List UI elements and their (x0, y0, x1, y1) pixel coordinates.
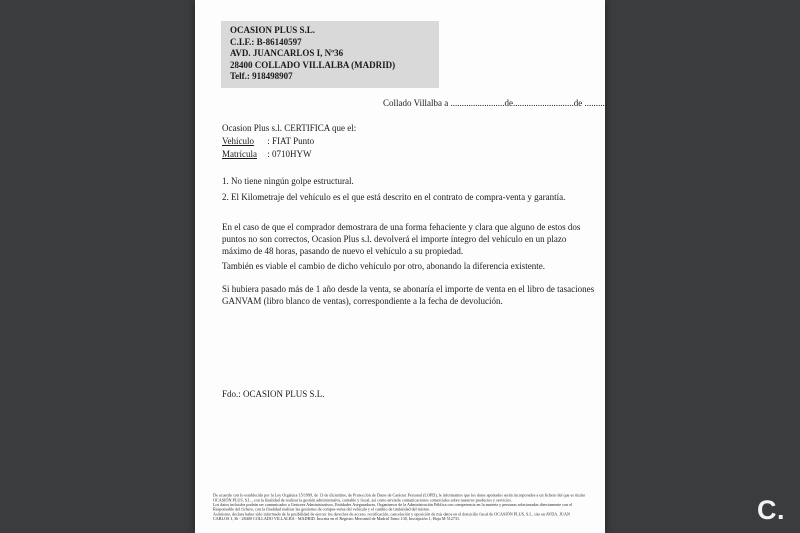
vehicle-label: Vehículo (222, 136, 254, 146)
fine-print-line: Los datos incluidos podrán ser comunicados a Gestores Administrativos, Entidades Aseguradoras, Organismos de la Administración Pública con competencia en la materia y personas relacionadas directamente con el (213, 502, 573, 508)
letterhead-box (221, 21, 439, 88)
fine-print-line: Asimismo, declara haber sido informado de la posibilidad de ejercer los derechos de acceso, rectificación, cancelación y oposición de mis datos en el domicilio fiscal de OCASIÓN PLUS, S.L. sito en AVDA. JUAN (213, 511, 571, 517)
signature-line: Fdo.: OCASION PLUS S.L. (222, 389, 325, 399)
letterhead-company: OCASION PLUS S.L. (230, 25, 316, 35)
paragraph-refund-clause: En el caso de que el comprador demostrara de una forma fehaciente y clara que alguno de estos dos puntos no son correctos, Ocasion Plus s.l. devolverá el importe íntegro del vehículo en un plazo máximo de 48 horas, pasando de nuevo el vehículo a su propiedad. (222, 222, 581, 256)
fine-print-line: OCASIÓN PLUS, S.L., con la finalidad de realizar la gestión administrativa, contable y fiscal, así como enviarle comunicaciones comerciales sobre nuestros productos y servicios. (213, 497, 512, 503)
letterhead-cif: C.I.F.: B-86140597 (230, 36, 302, 47)
letterhead-city: 28400 COLLADO VILLALBA (MADRID) (230, 59, 396, 70)
vehicle-value: : FIAT Punto (267, 136, 315, 146)
numbered-point-1: 1. No tiene ningún golpe estructural. (222, 176, 354, 186)
letterhead-phone: Telf.: 918498907 (230, 71, 293, 82)
vehicle-field (222, 135, 314, 147)
date-line: Collado Villalba a ........................de...........................de .......... (383, 98, 608, 108)
fine-print-line: Responsable del fichero, con la finalidad realizar las gestiones de compra-venta del vehículo y el cambio de titularidad del mismo. (213, 507, 431, 512)
fine-print-line: CARLOS I, 36 - 28400 COLLADO VILLALBA - MADRID. Inscrita en el Registro Mercantil de Madrid Tomo 130, Inscripción 1, Hoja M 512731. (213, 516, 461, 522)
plate-value: : 0710HYW (267, 149, 312, 159)
certify-intro: Ocasion Plus s.l. CERTIFICA que el: (222, 123, 357, 133)
paragraph-exchange-clause: También es viable el cambio de dicho vehículo por otro, abonando la diferencia existente. (222, 261, 546, 271)
paragraph-ganvam-clause: Si hubiera pasado más de 1 año desde la venta, se abonaría el importe de venta en el libro de tasaciones GANVAM (libro blanco de ventas), correspondiente a la fecha de devolución. (222, 284, 595, 306)
coches-logo: C. (757, 495, 785, 525)
letterhead-address: AVD. JUANCARLOS I, Nº36 (230, 48, 344, 59)
numbered-point-2: 2. El Kilometraje del vehículo es el que está descrito en el contrato de compra-venta y garantía. (222, 192, 566, 202)
legal-fine-print (213, 493, 599, 521)
plate-label: Matrícula (222, 149, 257, 159)
fine-print-line: De acuerdo con lo establecido por la Ley Orgánica 15/1999, de 13 de diciembre, de Protección de Datos de Carácter Personal (LOPD), le informamos que los datos aportados serán incorporados a un fichero del que es titular (213, 493, 586, 498)
document-page (195, 0, 608, 533)
plate-field (222, 148, 312, 160)
